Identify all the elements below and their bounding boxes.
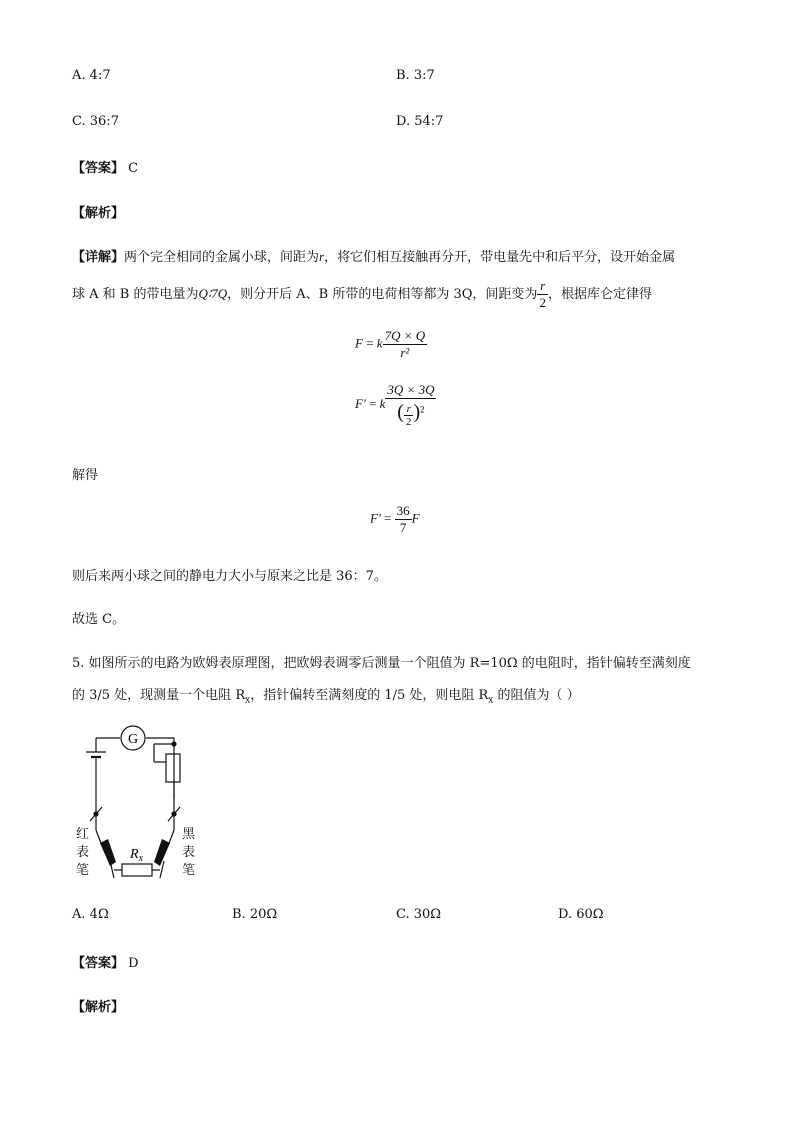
rheostat-icon [166, 754, 180, 782]
black-probe-label-1: 黑 [182, 827, 196, 842]
charge-ratio: Q∶7Q [198, 286, 228, 301]
detail-label: 【详解】 [72, 250, 125, 265]
option-a: A. 4:7 [72, 68, 111, 83]
q5-analysis-label: 【解析】 [72, 1000, 125, 1015]
option-d: D. 54:7 [396, 114, 444, 129]
equation-result: F′ = $\frac{36}{7}$ F [370, 503, 420, 535]
red-probe-label-2: 表 [76, 845, 90, 860]
red-probe-label-3: 笔 [76, 863, 90, 878]
choose-line: 故选 C。 [72, 612, 126, 627]
ohmmeter-circuit-diagram [70, 718, 210, 886]
q5-option-d: D. 60Ω [558, 907, 604, 922]
detail-line-2: 球 A 和 B 的带电量为Q∶7Q，则分开后 A、B 所带的电荷相等都为 3Q，间距变为 $\frac{r}{2}$ ，根据库仑定律得 [72, 278, 652, 310]
q5-answer-line: 【答案】 D [72, 956, 139, 971]
red-probe-icon [100, 839, 116, 866]
q5-option-b: B. 20Ω [232, 907, 278, 922]
equation-coulomb-new: F′ = k 3Q × 3Q ( $\frac{r}{2}$ )$^2$ [355, 382, 435, 428]
q5-option-c: C. 30Ω [396, 907, 442, 922]
solve-label: 解得 [72, 468, 99, 483]
answer-value: C [128, 161, 139, 176]
analysis-label: 【解析】 [72, 206, 125, 221]
equation-coulomb-original: F = k $\frac{7Q \times Q}{\text{r²}}$ [355, 328, 426, 360]
option-c: C. 36:7 [72, 114, 119, 129]
detail-line-1: 【详解】两个完全相同的金属小球，间距为r，将它们相互接触再分开，带电量先中和后平分，设开始金属 [72, 249, 676, 265]
question-5-stem-line-1: 5. 如图所示的电路为欧姆表原理图，把欧姆表调零后测量一个阻值为 R=10Ω 的电阻时，指针偏转至满刻度 [72, 656, 691, 671]
black-probe-label-3: 笔 [182, 863, 196, 878]
galvanometer-label: G [127, 732, 139, 747]
q5-option-a: A. 4Ω [72, 907, 109, 922]
red-probe-label-1: 红 [76, 827, 90, 842]
answer-line [72, 157, 138, 176]
conclusion: 则后来两小球之间的静电力大小与原来之比是 36：7。 [72, 569, 387, 584]
black-probe-icon [154, 839, 170, 866]
answer-label: 【答案】 [72, 161, 125, 176]
question-5-stem-line-2: 的 3/5 处，现测量一个电阻 $R_x$，指针偏转至满刻度的 1/5 处，则电阻 $R_x$ 的阻值为（ ） [72, 688, 580, 706]
option-b: B. 3:7 [396, 68, 435, 83]
resistor-rx-icon [122, 864, 152, 876]
black-probe-label-2: 表 [182, 845, 196, 860]
fraction-r-over-2: $\frac{r}{2}$ [539, 278, 546, 310]
rx-label: $R_x$ [130, 847, 144, 864]
